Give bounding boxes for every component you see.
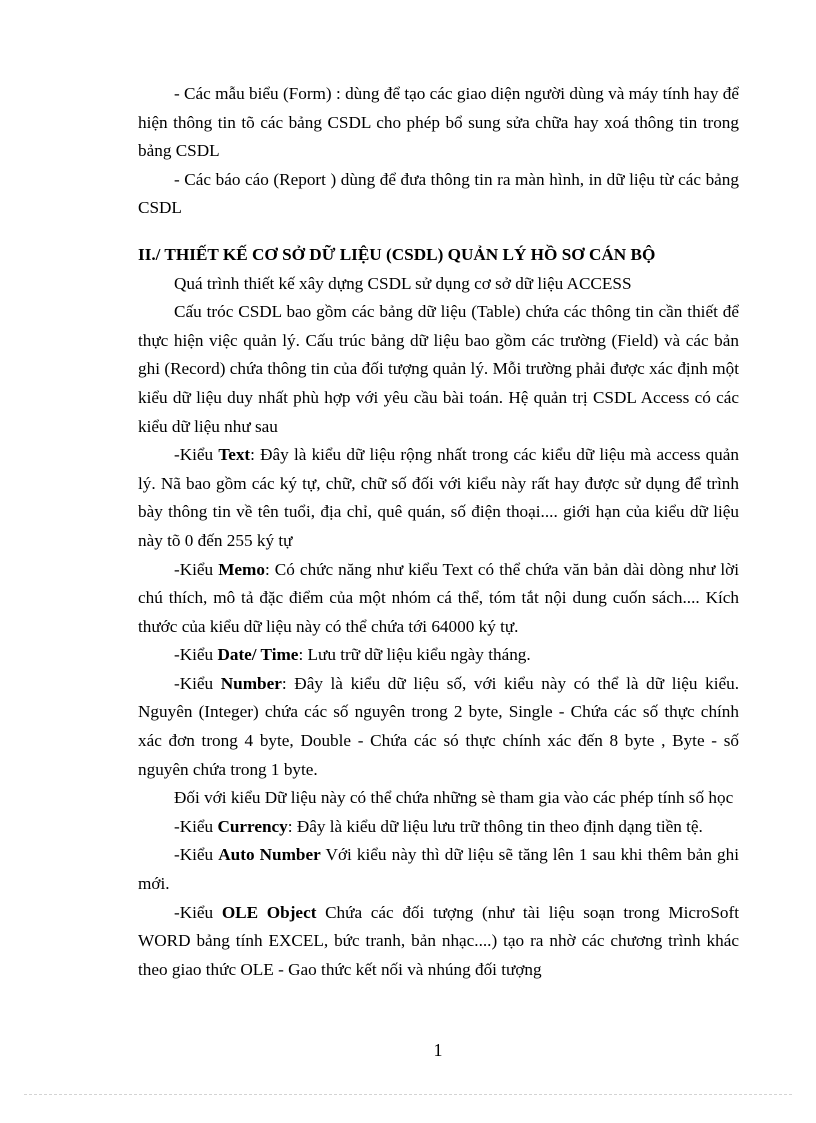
paragraph-structure: Cấu tróc CSDL bao gồm các bảng dữ liệu (Table) chứa các thông tin cần thiết để thực hiện việc quản lý. Cấu trúc bảng dữ liệu bao gồm các trường (Field) và các bản ghi (Record) chứa thông tin của đối tượng quản lý. Mỗi trường phải được xác định một kiểu dữ liệu duy nhất phù hợp với yêu cầu bài toán. Hệ quản trị CSDL Access có các kiểu dữ liệu như sau: [138, 302, 739, 436]
page-number: 1: [433, 1040, 443, 1060]
page-content: [138, 80, 739, 984]
type-description: : Đây là kiểu dữ liệu rộng nhất trong các kiểu dữ liệu mà access quản lý. Nã bao gồm các ký tự, chữ, chữ số đối với kiểu này rất hay được sử dụng để trình bày thông tin về tên tuổi, địa chỉ, quê quán, số điện thoại.... giới hạn của kiểu dữ liệu này tõ 0 đến 255 ký tự: [138, 445, 739, 550]
type-name: Date/ Time: [217, 645, 299, 665]
type-memo: [138, 556, 739, 642]
section-heading: II./ THIẾT KẾ CƠ SỞ DỮ LIỆU (CSDL) QUẢN LÝ HỒ SƠ CÁN BỘ: [138, 244, 656, 264]
type-name: Number: [220, 673, 282, 693]
type-description: : Lưu trữ dữ liệu kiểu ngày tháng.: [298, 645, 531, 665]
paragraph-report: - Các báo cáo (Report ) dùng để đưa thông tin ra màn hình, in dữ liệu từ các bảng CSDL: [138, 169, 739, 218]
type-description: Chứa các đối tượng (như tài liệu soạn trong MicroSoft WORD bảng tính EXCEL, bức tranh, bản nhạc....) tạo ra nhờ các chương trình khác theo giao thức OLE - Gao thức kết nối và nhúng đối tượng: [138, 902, 739, 979]
paragraph-intro: Quá trình thiết kế xây dựng CSDL sử dụng cơ sở dữ liệu ACCESS: [174, 273, 632, 293]
type-name: Text: [218, 445, 251, 465]
type-prefix: -Kiểu: [174, 845, 219, 865]
type-name: Auto Number: [218, 845, 321, 865]
type-date-time: [138, 641, 739, 670]
type-currency: [138, 813, 739, 842]
type-number: [138, 670, 739, 784]
type-prefix: -Kiểu: [174, 816, 218, 836]
type-name: Memo: [218, 559, 265, 579]
type-prefix: -Kiểu: [174, 559, 219, 579]
page-bottom-divider: [24, 1094, 792, 1095]
type-auto-number: [138, 841, 739, 898]
type-prefix: -Kiểu: [174, 645, 218, 665]
type-name: OLE Object: [221, 902, 317, 922]
type-name: Currency: [217, 816, 288, 836]
type-ole-object: [138, 899, 739, 985]
type-text: [138, 441, 739, 555]
type-prefix: -Kiểu: [174, 902, 222, 922]
number-note: Đối với kiểu Dữ liệu này có thể chứa những sè tham gia vào các phép tính số học: [174, 788, 734, 808]
type-description: : Đây là kiểu dữ liệu số, với kiểu này có thể là dữ liệu kiểu. Nguyên (Integer) chứa các số nguyên trong 2 byte, Single - Chứa các số thực chính xác đơn trong 4 byte, Double - Chứa các só thực chính xác đến 8 byte , Byte - số nguyên chứa trong 1 byte.: [138, 673, 739, 779]
paragraph-form: - Các mẫu biểu (Form) : dùng để tạo các giao diện người dùng và máy tính hay để hiện thông tin tõ các bảng CSDL cho phép bổ sung sửa chữa hay xoá thông tin trong bảng CSDL: [138, 84, 739, 161]
type-prefix: -Kiểu: [174, 445, 219, 465]
type-description: : Đây là kiểu dữ liệu lưu trữ thông tin theo định dạng tiền tệ.: [287, 816, 703, 836]
type-prefix: -Kiểu: [174, 673, 221, 693]
type-description: : Có chức năng như kiểu Text có thể chứa văn bản dài dòng như lời chú thích, mô tả đặc điểm của một nhóm cá thể, tóm tắt nội dung cuốn sách.... Kích thước của kiểu dữ liệu này có thể chứa tới 64000 ký tự.: [138, 559, 739, 636]
type-description: Với kiểu này thì dữ liệu sẽ tăng lên 1 sau khi thêm bản ghi mới.: [138, 845, 739, 894]
